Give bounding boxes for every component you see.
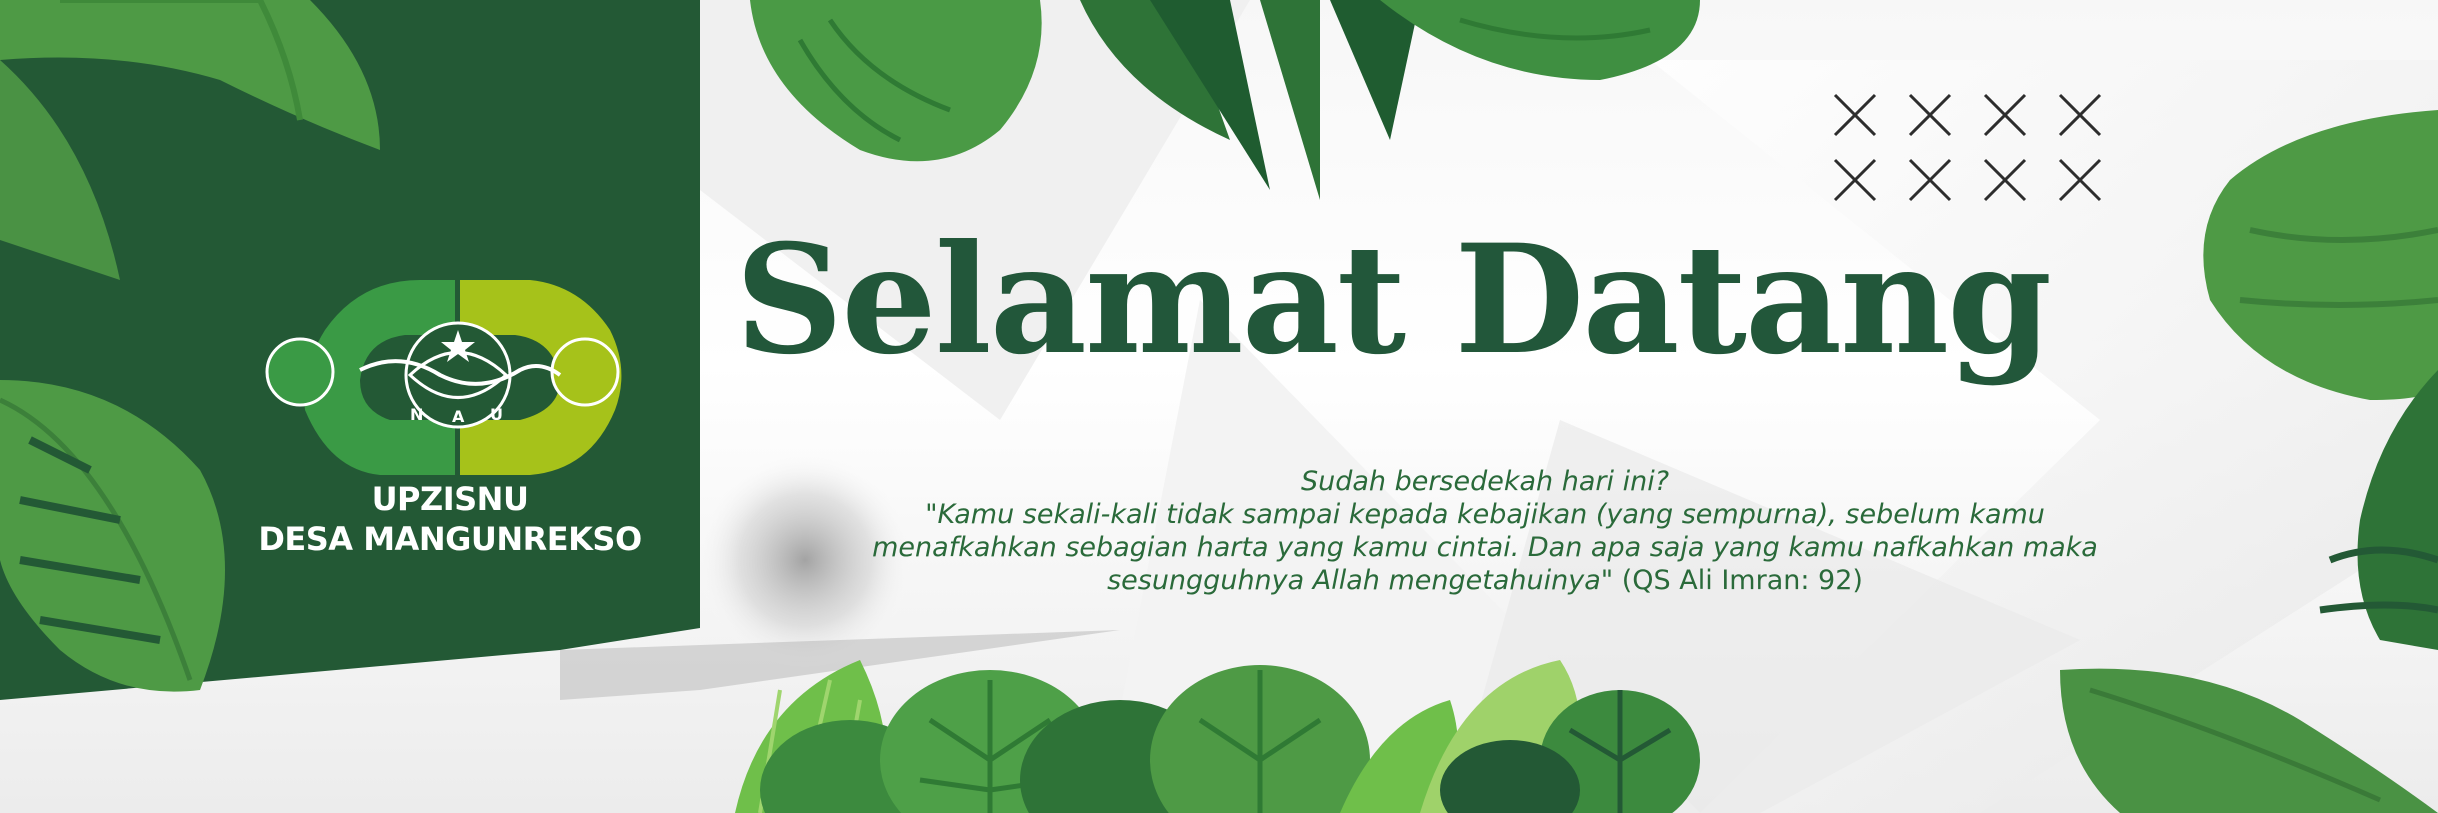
quote-line [790,565,2180,596]
quote-line: menafkahkan sebagian harta yang kamu cintai. Dan apa saja yang kamu nafkahkan maka [872,532,2098,563]
logo-letter-a: A [452,407,465,426]
quote-line: "Kamu sekali-kali tidak sampai kepada kebajikan (yang sempurna), sebelum kamu [925,499,2045,530]
quote-text: sesungguhnya Allah mengetahuinya" [1107,565,1614,596]
bottom-foliage [735,660,1700,813]
organization-location: DESA MANGUNREKSO [258,520,642,558]
logo-letter-n: N [410,405,424,424]
quote-reference: (QS Ali Imran: 92) [1621,565,1863,596]
logo-letter-u: U [490,405,503,424]
organization-name: UPZISNU [371,480,529,518]
quote-question: Sudah bersedekah hari ini? [1300,466,1670,497]
headline: Selamat Datang [735,212,2051,388]
